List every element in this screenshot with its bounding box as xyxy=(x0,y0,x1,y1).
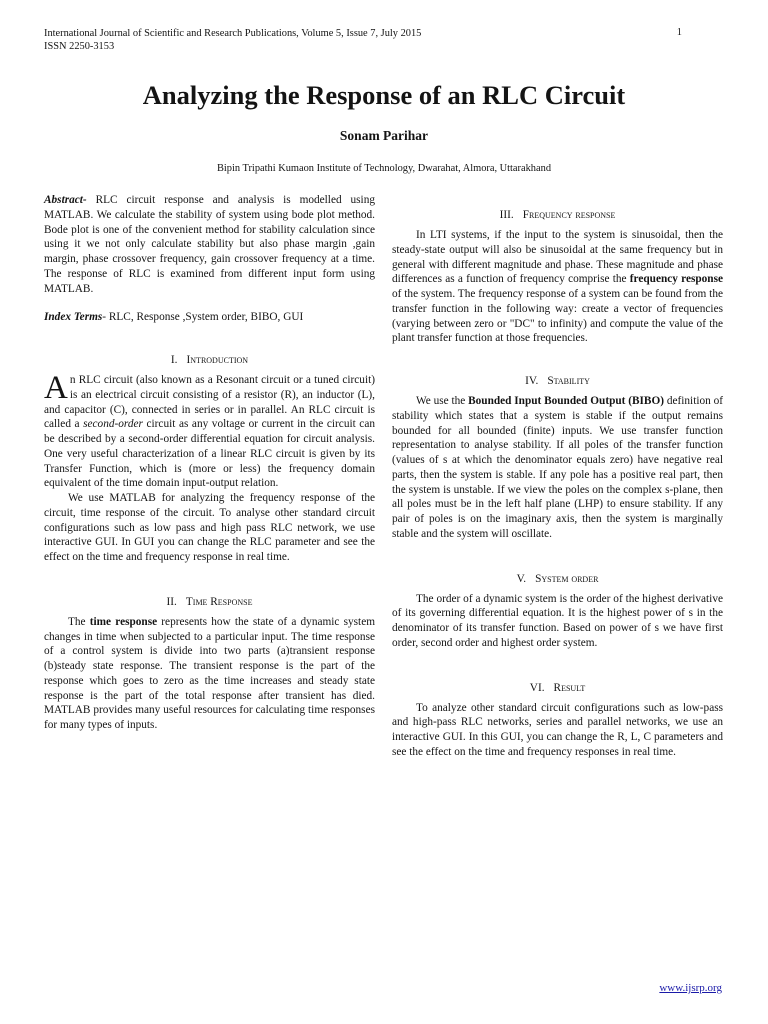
section-number: II. xyxy=(166,595,177,608)
drop-cap: A xyxy=(44,370,68,406)
journal-website-link[interactable]: www.ijsrp.org xyxy=(659,982,722,994)
result-paragraph: To analyze other standard circuit configurations such as low-pass and high-pass RLC networks, series and parallel networks, we use an interactive GUI. In this GUI, you can change the R, L, C parameters and see the effect on the time and frequency responses in real time. xyxy=(392,701,723,758)
index-terms-label: Index Terms xyxy=(44,311,103,324)
right-column xyxy=(392,208,723,760)
section-number: VI. xyxy=(529,681,545,694)
section-number: V. xyxy=(516,572,527,585)
section-title: Stability xyxy=(547,375,590,387)
abstract-text: RLC circuit response and analysis is modelled using MATLAB. We calculate the stability of system using bode plot method. Bode plot is one of the convenient method for stability calculation since using it we not only calculate stability but also phase margin ,gain margin, phase crossover frequency, gain crossover frequency at a time. The response of RLC is examined from different input form using MATLAB. xyxy=(44,194,375,295)
author-affiliation: Bipin Tripathi Kumaon Institute of Technology, Dwarahat, Almora, Uttarakhand xyxy=(216,163,552,174)
issn: ISSN 2250-3153 xyxy=(44,41,115,52)
page-number: 1 xyxy=(676,27,682,38)
running-header xyxy=(44,27,421,53)
section-title: Introduction xyxy=(186,354,249,366)
section-heading-stability xyxy=(392,374,723,388)
left-column xyxy=(44,193,375,733)
intro-paragraph-1: An RLC circuit (also known as a Resonant circuit or a tuned circuit) is an electrical circuit consisting of a resistor (R), an inductor (L), and capacitor (C), connected in series or in parallel. An RLC circuit is called a second-order circuit as any voltage or current in the circuit can be described by a second-order differential equation for circuit analysis. One very useful characterization of a linear RLC circuit is given by its Transfer Function, which is (more or less) the frequency domain equivalent of the time domain input-output relation. xyxy=(44,370,375,490)
intro-paragraph-2: We use MATLAB for analyzing the frequency response of the circuit, time response of the circuit. To analyse other standard circuit configurations such as low pass and high pass RLC network, we use interactive GUI. In GUI you can change the RLC parameter and see the effect on the time and frequency response in real time. xyxy=(44,492,375,563)
index-terms xyxy=(44,310,375,325)
section-heading-time-response xyxy=(44,595,375,609)
index-terms-text: - RLC, Response ,System order, BIBO, GUI xyxy=(102,311,304,324)
section-heading-introduction xyxy=(44,353,375,367)
stability-paragraph: We use the Bounded Input Bounded Output (BIBO) definition of stability which states that a system is stable if the output remains bounded for all bounded (finite) inputs. We use transfer function representation to analyse stability. If all poles of the transfer function (values of s at which the denominator equals zero) have negative real parts, then the system is stable. If any pole has a positive real part, then the system is unstable. If we view the poles on the complex s-plane, then all poles must be in the left half plane (LHP) to ensure stability. If any pair of poles is on the imaginary axis, then the system is marginally stable and the system will oscillate. xyxy=(392,395,723,540)
section-number: I. xyxy=(170,354,178,366)
section-heading-system-order xyxy=(392,572,723,586)
section-title: Time Response xyxy=(185,595,253,608)
frequency-response-paragraph: In LTI systems, if the input to the system is sinusoidal, then the steady-state output will also be sinusoidal at the same frequency but in general with different magnitude and phase. These magnitude and phase differences as a function of frequency comprise the frequency response of the system. The frequency response of a system can be found from the transfer function in the following way: create a vector of frequencies (varying between zero or "DC" to infinity) and compute the value of the plant transfer function at those frequencies. xyxy=(392,229,723,345)
section-title: Frequency response xyxy=(522,209,616,221)
section-heading-frequency-response xyxy=(392,208,723,222)
author-name: Sonam Parihar xyxy=(339,128,429,143)
section-number: IV. xyxy=(525,375,539,387)
section-number: III. xyxy=(499,209,514,221)
abstract-label: Abstract- xyxy=(44,194,87,206)
system-order-paragraph: The order of a dynamic system is the order of the highest derivative of its governing differential equation. It is the highest power of s in the denominator of its transfer function. Based on power of s we have first order, second order and highest order system. xyxy=(392,592,723,649)
section-title: System order xyxy=(535,572,599,585)
section-heading-result xyxy=(392,681,723,695)
journal-name: International Journal of Scientific and Research Publications, Volume 5, Issue 7, July 2015 xyxy=(44,28,422,39)
time-response-paragraph: The time response represents how the state of a dynamic system changes in time when subjected to a particular input. The time response of a control system is divide into two parts (a)transient response (b)steady state response. The transient response is the part of the response which goes to zero as the time increases and steady state response is the part of the total response after transient has died. MATLAB provides many useful resources for calculating time responses for many types of inputs. xyxy=(44,615,375,731)
paper-title: Analyzing the Response of an RLC Circuit xyxy=(142,80,626,110)
abstract xyxy=(44,193,375,296)
section-title: Result xyxy=(553,681,586,694)
